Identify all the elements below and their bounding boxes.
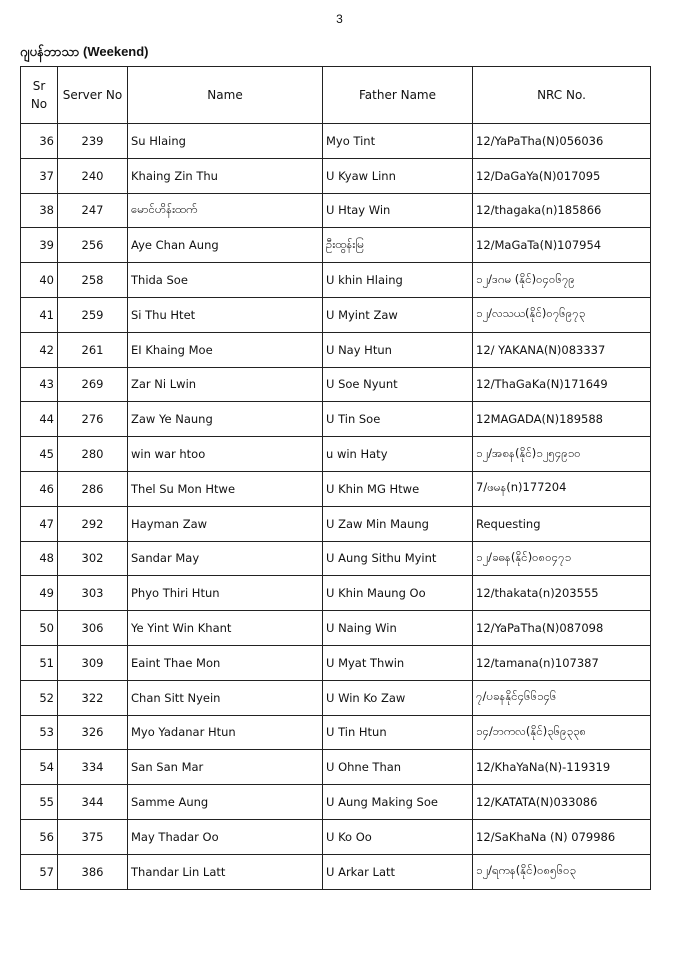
cell-father-name: U Soe Nyunt — [323, 367, 473, 402]
cell-sr-no: 45 — [21, 437, 58, 472]
cell-name: EI Khaing Moe — [128, 332, 323, 367]
cell-server-no: 261 — [58, 332, 128, 367]
cell-father-name: U Tin Soe — [323, 402, 473, 437]
cell-nrc-no: 12/thakata(n)203555 — [473, 576, 651, 611]
table-row — [21, 541, 651, 576]
table-row — [21, 785, 651, 820]
table-row — [21, 680, 651, 715]
cell-sr-no: 38 — [21, 193, 58, 228]
table-row — [21, 332, 651, 367]
table-row — [21, 193, 651, 228]
cell-server-no: 280 — [58, 437, 128, 472]
cell-name: မောင်ဟိန်းထက် — [128, 193, 323, 228]
cell-server-no: 258 — [58, 263, 128, 298]
cell-name: May Thadar Oo — [128, 819, 323, 854]
cell-name: Khaing Zin Thu — [128, 158, 323, 193]
cell-server-no: 309 — [58, 645, 128, 680]
table-row — [21, 750, 651, 785]
cell-name: Chan Sitt Nyein — [128, 680, 323, 715]
table-row — [21, 854, 651, 889]
header-name: Name — [128, 67, 323, 124]
cell-father-name: U Kyaw Linn — [323, 158, 473, 193]
cell-father-name: U Khin Maung Oo — [323, 576, 473, 611]
cell-nrc-no: ၁၄/ဘကလ(နိုင်)၃၆၉၃၃၈ — [473, 715, 651, 750]
cell-sr-no: 57 — [21, 854, 58, 889]
cell-server-no: 269 — [58, 367, 128, 402]
cell-sr-no: 54 — [21, 750, 58, 785]
cell-server-no: 386 — [58, 854, 128, 889]
cell-father-name: U khin Hlaing — [323, 263, 473, 298]
cell-nrc-no: 12/KhaYaNa(N)-119319 — [473, 750, 651, 785]
cell-nrc-no: 12/DaGaYa(N)017095 — [473, 158, 651, 193]
cell-name: Phyo Thiri Htun — [128, 576, 323, 611]
cell-server-no: 247 — [58, 193, 128, 228]
table-row — [21, 263, 651, 298]
cell-server-no: 259 — [58, 297, 128, 332]
cell-father-name: Myo Tint — [323, 124, 473, 159]
table-row — [21, 715, 651, 750]
cell-name: Thel Su Mon Htwe — [128, 471, 323, 506]
cell-nrc-no: 12MAGADA(N)189588 — [473, 402, 651, 437]
cell-father-name: ဦးထွန်းမြ — [323, 228, 473, 263]
cell-father-name: U Khin MG Htwe — [323, 471, 473, 506]
cell-name: Su Hlaing — [128, 124, 323, 159]
cell-nrc-no: ၁၂/ရကန(နိုင်)၀၈၅၆၀၃ — [473, 854, 651, 889]
table-row — [21, 819, 651, 854]
cell-sr-no: 53 — [21, 715, 58, 750]
cell-nrc-no: 12/ThaGaKa(N)171649 — [473, 367, 651, 402]
section-title: ဂျပန်ဘာသာ (Weekend) — [20, 44, 149, 59]
cell-name: Thandar Lin Latt — [128, 854, 323, 889]
cell-name: Myo Yadanar Htun — [128, 715, 323, 750]
cell-nrc-no: ၁၂/လသယ(နိုင်)၀၇၆၉၇၃ — [473, 297, 651, 332]
table-row — [21, 645, 651, 680]
cell-server-no: 276 — [58, 402, 128, 437]
cell-server-no: 326 — [58, 715, 128, 750]
cell-nrc-no: 12/tamana(n)107387 — [473, 645, 651, 680]
cell-name: Aye Chan Aung — [128, 228, 323, 263]
cell-sr-no: 52 — [21, 680, 58, 715]
cell-name: Samme Aung — [128, 785, 323, 820]
cell-server-no: 302 — [58, 541, 128, 576]
cell-father-name: U Zaw Min Maung — [323, 506, 473, 541]
cell-nrc-no: 7/ဖမန(n)177204 — [473, 471, 651, 506]
cell-sr-no: 40 — [21, 263, 58, 298]
student-table — [20, 66, 651, 890]
cell-server-no: 344 — [58, 785, 128, 820]
cell-nrc-no: ၁၂/ဒဂမ (နိုင်)၀၄၀၆၇၉ — [473, 263, 651, 298]
cell-father-name: U Tin Htun — [323, 715, 473, 750]
cell-nrc-no: ၁၂/အစန(နိုင်)၁၂၅၄၉၁၀ — [473, 437, 651, 472]
cell-server-no: 292 — [58, 506, 128, 541]
table-row — [21, 402, 651, 437]
page-number: 3 — [336, 12, 343, 26]
cell-sr-no: 55 — [21, 785, 58, 820]
table-row — [21, 228, 651, 263]
table-row — [21, 367, 651, 402]
table-row — [21, 471, 651, 506]
cell-father-name: U Myint Zaw — [323, 297, 473, 332]
cell-name: Zaw Ye Naung — [128, 402, 323, 437]
cell-sr-no: 36 — [21, 124, 58, 159]
table-row — [21, 437, 651, 472]
cell-server-no: 256 — [58, 228, 128, 263]
table-row — [21, 506, 651, 541]
cell-name: Eaint Thae Mon — [128, 645, 323, 680]
cell-server-no: 239 — [58, 124, 128, 159]
cell-server-no: 334 — [58, 750, 128, 785]
cell-name: Si Thu Htet — [128, 297, 323, 332]
cell-father-name: U Win Ko Zaw — [323, 680, 473, 715]
cell-name: Zar Ni Lwin — [128, 367, 323, 402]
cell-sr-no: 39 — [21, 228, 58, 263]
table-row — [21, 124, 651, 159]
cell-sr-no: 48 — [21, 541, 58, 576]
cell-sr-no: 37 — [21, 158, 58, 193]
cell-nrc-no: ၇/ပခနနိုင်၄၆၆၁၄၆ — [473, 680, 651, 715]
cell-name: Hayman Zaw — [128, 506, 323, 541]
cell-nrc-no: 12/YaPaTha(N)087098 — [473, 611, 651, 646]
cell-nrc-no: 12/KATATA(N)033086 — [473, 785, 651, 820]
cell-sr-no: 50 — [21, 611, 58, 646]
cell-nrc-no: 12/ YAKANA(N)083337 — [473, 332, 651, 367]
cell-father-name: U Myat Thwin — [323, 645, 473, 680]
table-header-row — [21, 67, 651, 124]
cell-server-no: 322 — [58, 680, 128, 715]
cell-server-no: 303 — [58, 576, 128, 611]
cell-father-name: U Ko Oo — [323, 819, 473, 854]
cell-name: Thida Soe — [128, 263, 323, 298]
cell-father-name: U Aung Sithu Myint — [323, 541, 473, 576]
cell-server-no: 375 — [58, 819, 128, 854]
cell-sr-no: 44 — [21, 402, 58, 437]
cell-name: San San Mar — [128, 750, 323, 785]
cell-sr-no: 46 — [21, 471, 58, 506]
cell-nrc-no: 12/thagaka(n)185866 — [473, 193, 651, 228]
cell-father-name: U Arkar Latt — [323, 854, 473, 889]
cell-server-no: 306 — [58, 611, 128, 646]
cell-sr-no: 42 — [21, 332, 58, 367]
cell-sr-no: 47 — [21, 506, 58, 541]
header-nrc-no: NRC No. — [473, 67, 651, 124]
cell-sr-no: 49 — [21, 576, 58, 611]
header-father-name: Father Name — [323, 67, 473, 124]
cell-sr-no: 43 — [21, 367, 58, 402]
cell-server-no: 240 — [58, 158, 128, 193]
cell-father-name: U Htay Win — [323, 193, 473, 228]
table-row — [21, 158, 651, 193]
table-row — [21, 576, 651, 611]
cell-father-name: U Naing Win — [323, 611, 473, 646]
table-row — [21, 297, 651, 332]
cell-father-name: U Aung Making Soe — [323, 785, 473, 820]
cell-father-name: U Ohne Than — [323, 750, 473, 785]
cell-nrc-no: ၁၂/ခဓန(နိုင်)၀၈၀၄၇၁ — [473, 541, 651, 576]
cell-father-name: u win Haty — [323, 437, 473, 472]
cell-sr-no: 51 — [21, 645, 58, 680]
cell-father-name: U Nay Htun — [323, 332, 473, 367]
cell-nrc-no: 12/MaGaTa(N)107954 — [473, 228, 651, 263]
cell-nrc-no: 12/SaKhaNa (N) 079986 — [473, 819, 651, 854]
table-row — [21, 611, 651, 646]
cell-server-no: 286 — [58, 471, 128, 506]
cell-name: win war htoo — [128, 437, 323, 472]
header-server-no: Server No — [58, 67, 128, 124]
cell-nrc-no: 12/YaPaTha(N)056036 — [473, 124, 651, 159]
header-sr-no: Sr No — [21, 67, 58, 124]
cell-name: Ye Yint Win Khant — [128, 611, 323, 646]
cell-sr-no: 56 — [21, 819, 58, 854]
cell-sr-no: 41 — [21, 297, 58, 332]
cell-name: Sandar May — [128, 541, 323, 576]
cell-nrc-no: Requesting — [473, 506, 651, 541]
